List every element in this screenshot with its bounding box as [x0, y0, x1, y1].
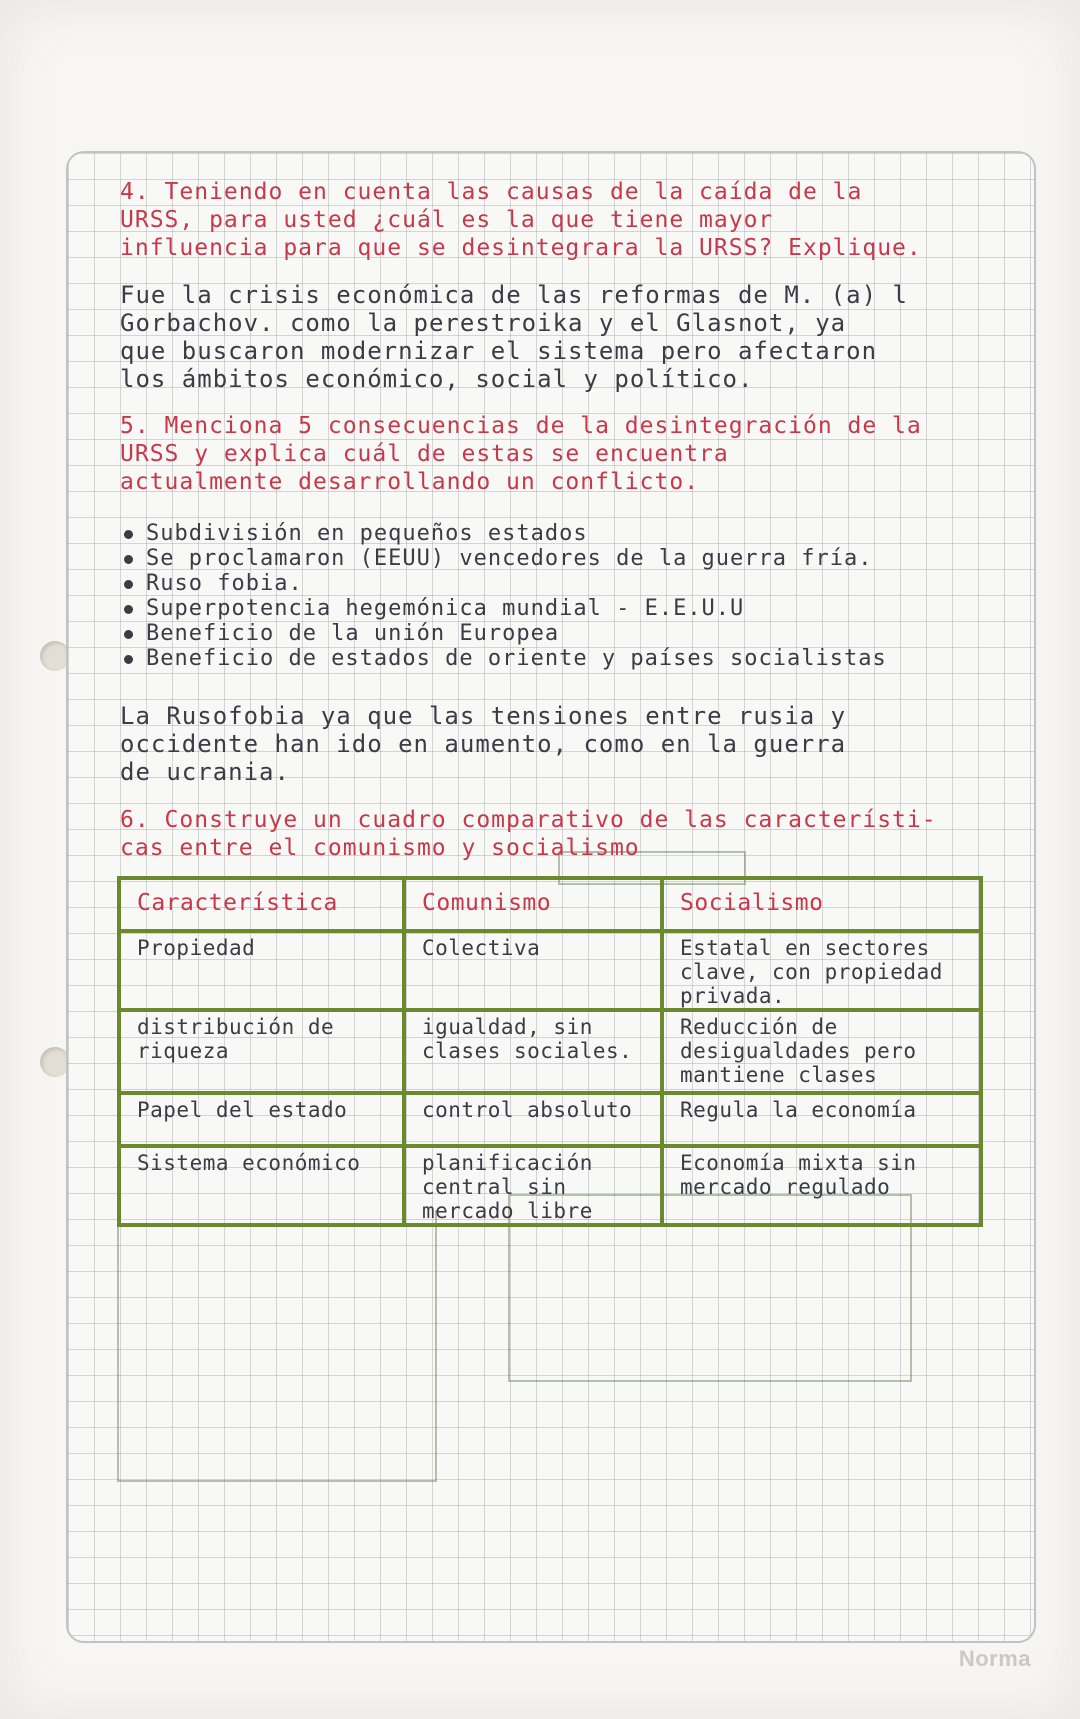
column-header: Característica — [119, 878, 404, 931]
table-cell: Regula la economía — [662, 1093, 981, 1146]
answer-5-line: La Rusofobia ya que las tensiones entre rusia y — [120, 702, 847, 730]
question-5-line: actualmente desarrollando un conflicto. — [120, 469, 700, 495]
question-4-line: influencia para que se desintegrara la URSS? Explique. — [120, 235, 922, 261]
table-row — [119, 1010, 981, 1093]
question-6 — [120, 806, 980, 862]
table-cell: Reducción de desigualdades pero mantiene clases — [662, 1010, 981, 1093]
table-cell: igualdad, sin clases sociales. — [404, 1010, 662, 1093]
list-item: Subdivisión en pequeños estados — [120, 521, 980, 546]
question-5 — [120, 412, 980, 496]
list-item: Beneficio de estados de oriente y países socialistas — [120, 646, 980, 671]
answer-5-line: occidente han ido en aumento, como en la guerra — [120, 730, 847, 758]
table-row — [119, 1093, 981, 1146]
answer-4-line: Fue la crisis económica de las reformas de M. (a) l — [120, 281, 908, 309]
list-item: Superpotencia hegemónica mundial - E.E.U.U — [120, 596, 980, 621]
answer-5-line: de ucrania. — [120, 758, 290, 786]
list-item: Beneficio de la unión Europea — [120, 621, 980, 646]
comparison-table — [117, 876, 979, 1227]
column-header: Comunismo — [404, 878, 662, 931]
answer-4 — [120, 281, 980, 393]
table-cell: control absoluto — [404, 1093, 662, 1146]
question-4-line: 4. Teniendo en cuenta las causas de la caída de la — [120, 179, 863, 205]
answer-4-line: Gorbachov. como la perestroika y el Glasnot, ya — [120, 309, 847, 337]
list-item: Ruso fobia. — [120, 571, 980, 596]
table-cell: Economía mixta sin mercado regulado — [662, 1146, 981, 1225]
table-cell: Colectiva — [404, 931, 662, 1010]
question-4-line: URSS, para usted ¿cuál es la que tiene mayor — [120, 207, 774, 233]
table-cell: Papel del estado — [119, 1093, 404, 1146]
question-6-line: cas entre el comunismo y socialismo — [120, 835, 640, 861]
table-cell: distribución de riqueza — [119, 1010, 404, 1093]
table-cell: Estatal en sectores clave, con propiedad privada. — [662, 931, 981, 1010]
question-6-line: 6. Construye un cuadro comparativo de las característi- — [120, 807, 937, 833]
question-4 — [120, 178, 980, 262]
question-5-line: 5. Menciona 5 consecuencias de la desintegración de la — [120, 413, 922, 439]
table-row — [119, 931, 981, 1010]
table-header-row — [119, 878, 981, 931]
table-row — [119, 1146, 981, 1225]
table-cell: Sistema económico — [119, 1146, 404, 1225]
table-cell: Propiedad — [119, 931, 404, 1010]
consequences-list — [120, 521, 980, 671]
question-5-line: URSS y explica cuál de estas se encuentra — [120, 441, 729, 467]
answer-4-line: los ámbitos económico, social y político. — [120, 365, 754, 393]
answer-5 — [120, 702, 980, 786]
brand-logo-text: Norma — [958, 1646, 1031, 1671]
column-header: Socialismo — [662, 878, 981, 931]
list-item: Se proclamaron (EEUU) vencedores de la guerra fría. — [120, 546, 980, 571]
table-cell: planificación central sin mercado libre — [404, 1146, 662, 1225]
answer-4-line: que buscaron modernizar el sistema pero afectaron — [120, 337, 878, 365]
faint-box-outline — [117, 1210, 437, 1482]
